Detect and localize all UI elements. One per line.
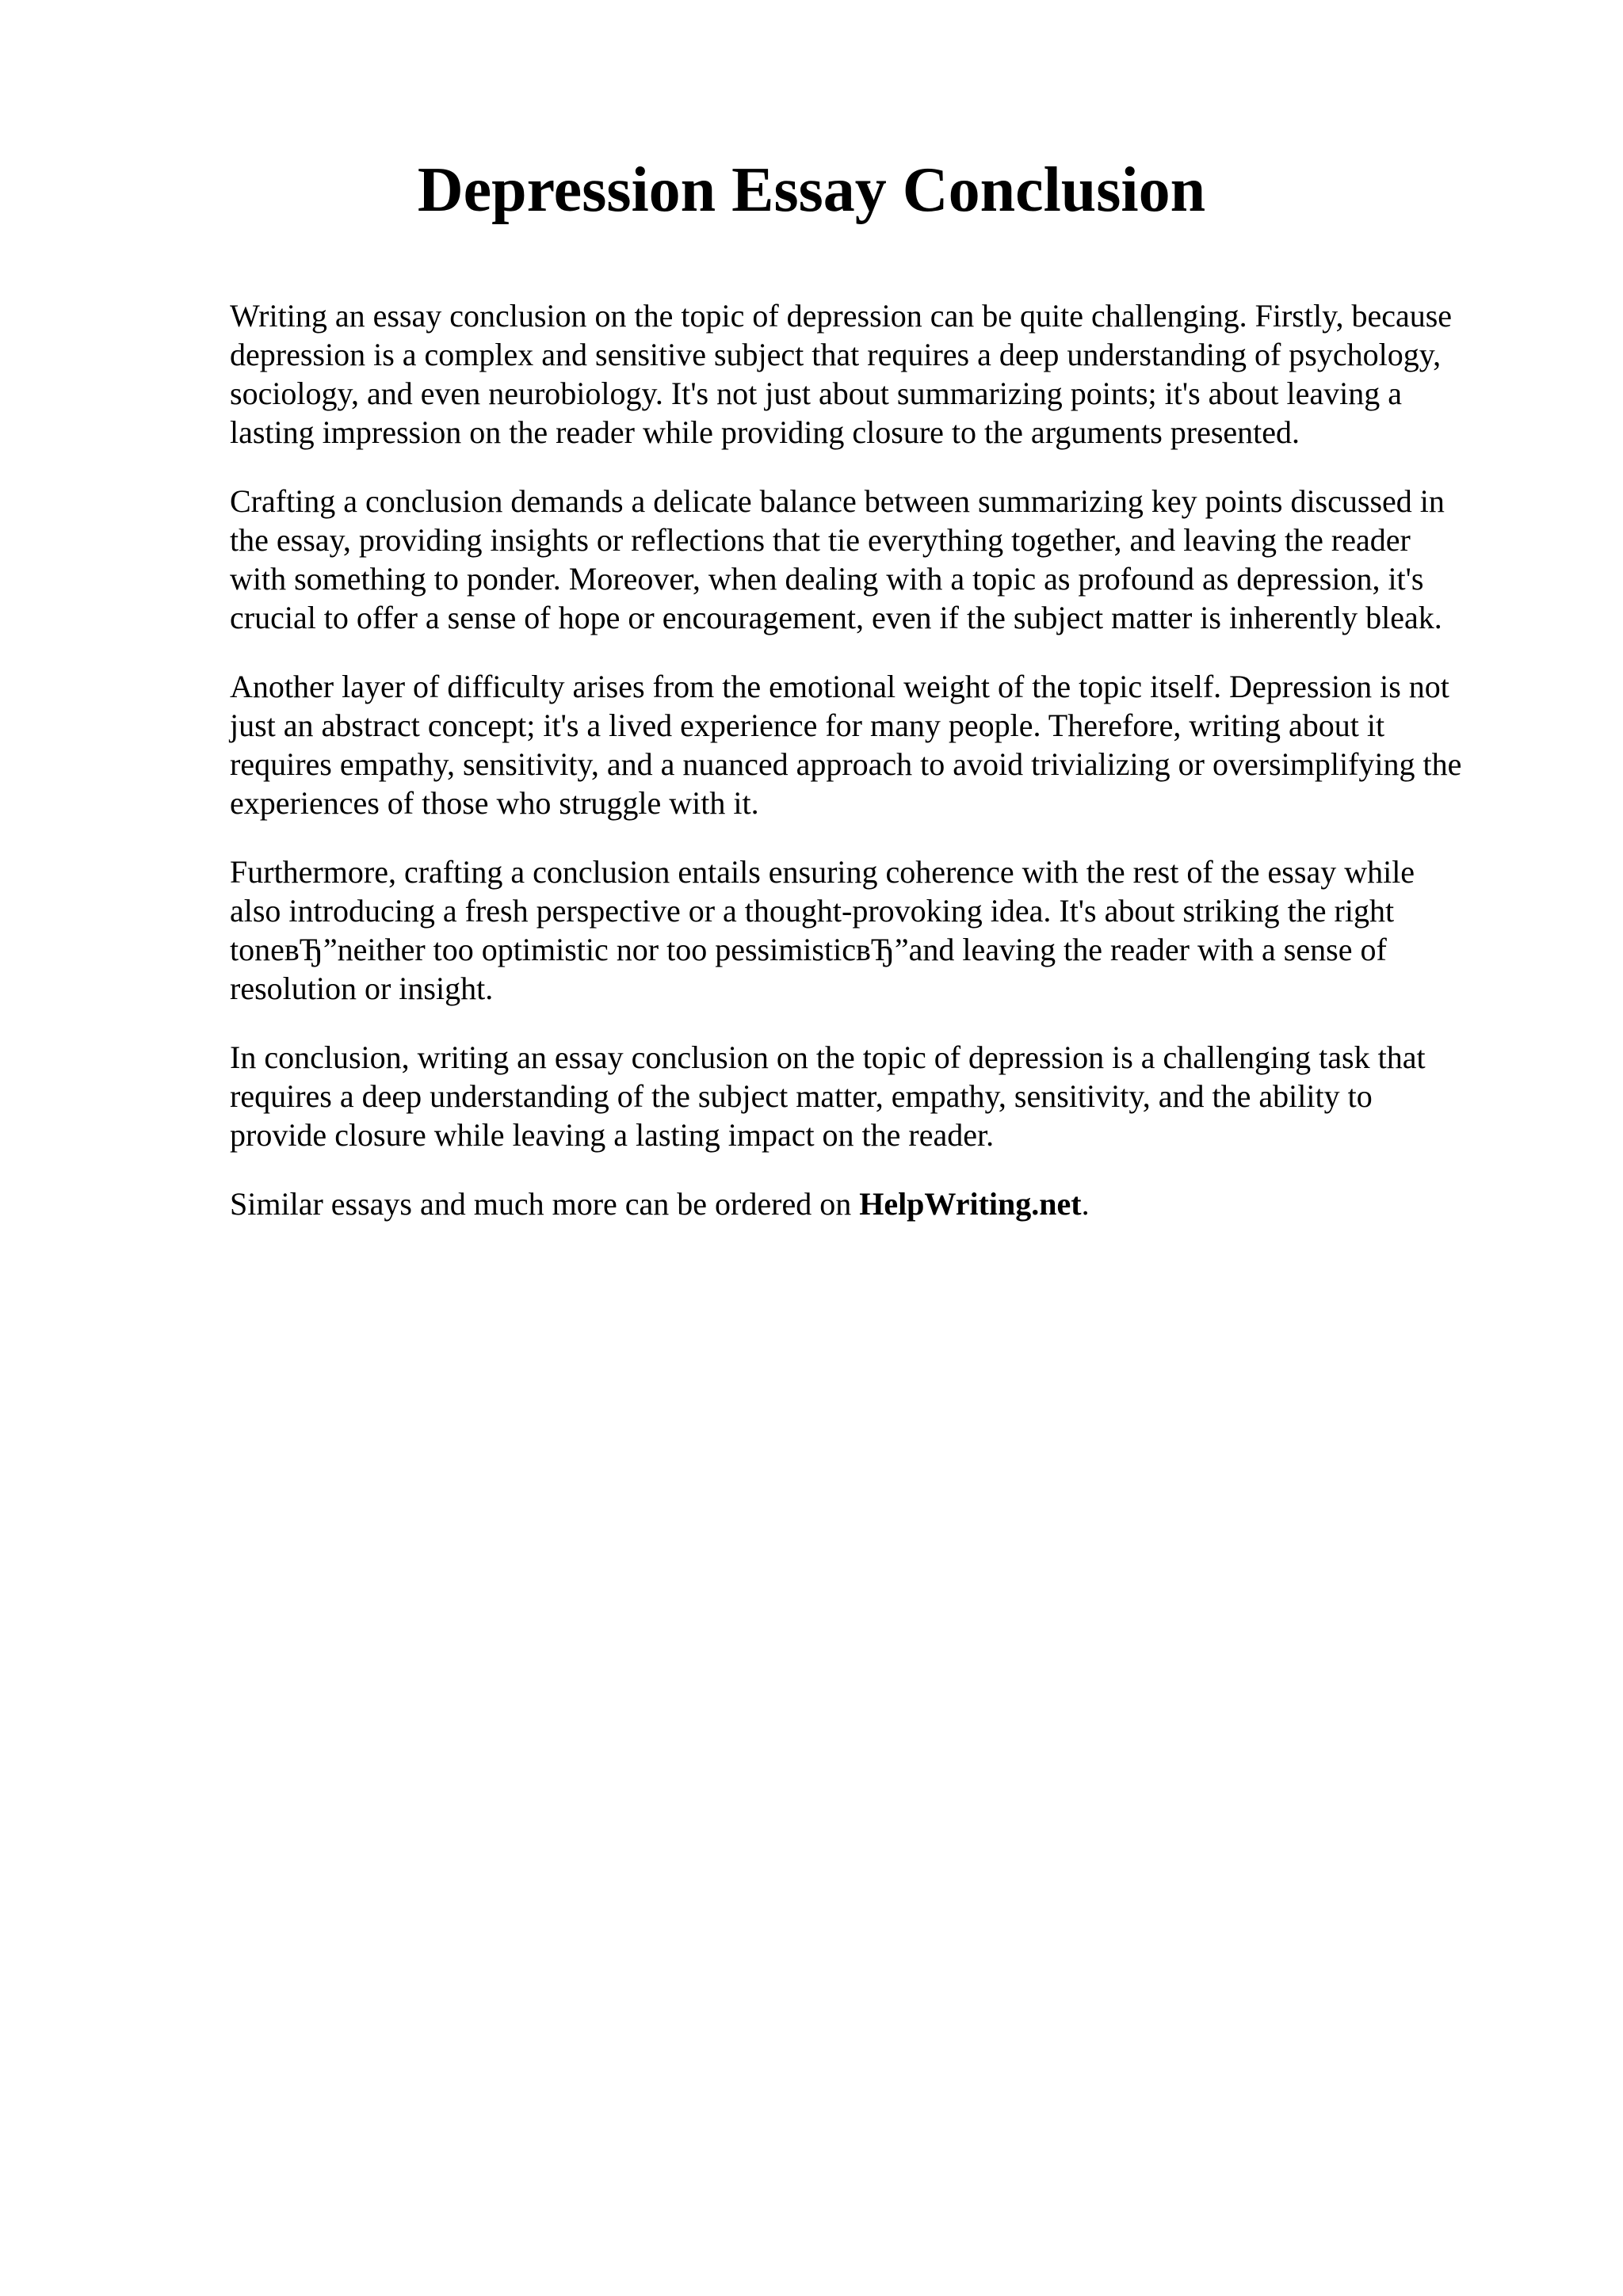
paragraph-5: In conclusion, writing an essay conclusion on the topic of depression is a challenging task that requires a deep understanding of the subject matter, empathy, sensitivity, and the ability to provide closure while leaving a lasting impact on the reader. [230,1039,1426,1153]
footer-text: Similar essays and much more can be ordered on [230,1186,860,1222]
paragraph-3: Another layer of difficulty arises from the emotional weight of the topic itself. Depression is not just an abstract concept; it's a lived experience for many people. Therefore, writing about it requires empathy, sensitivity, and a nuanced approach to avoid trivializing or oversimplifying the experiences of those who struggle with it. [230,669,1462,821]
helpwriting-link[interactable]: HelpWriting.net [859,1186,1082,1222]
document-body [230,296,1514,1253]
paragraph-4: Furthermore, crafting a conclusion entails ensuring coherence with the rest of the essay while also introducing a fresh perspective or a thought-provoking idea. It's about striking the right toneвЂ”neither too optimistic nor too pessimisticвЂ”and leaving the reader with a sense of resolution or insight. [230,854,1415,1006]
document-title: Depression Essay Conclusion [417,155,1206,225]
paragraph-2: Crafting a conclusion demands a delicate balance between summarizing key points discussed in the essay, providing insights or reflections that tie everything together, and leaving the reader with something to ponder. Moreover, when dealing with a topic as profound as depression, it's crucial to offer a sense of hope or encouragement, even if the subject matter is inherently bleak. [230,483,1445,635]
paragraph-1: Writing an essay conclusion on the topic of depression can be quite challenging. Firstly, because depression is a complex and sensitive subject that requires a deep understanding of psychology, sociology, and even neurobiology. It's not just about summarizing points; it's about leaving a lasting impression on the reader while providing closure to the arguments presented. [230,298,1453,450]
footer-note [230,1184,1514,1223]
footer-period: . [1081,1186,1090,1222]
